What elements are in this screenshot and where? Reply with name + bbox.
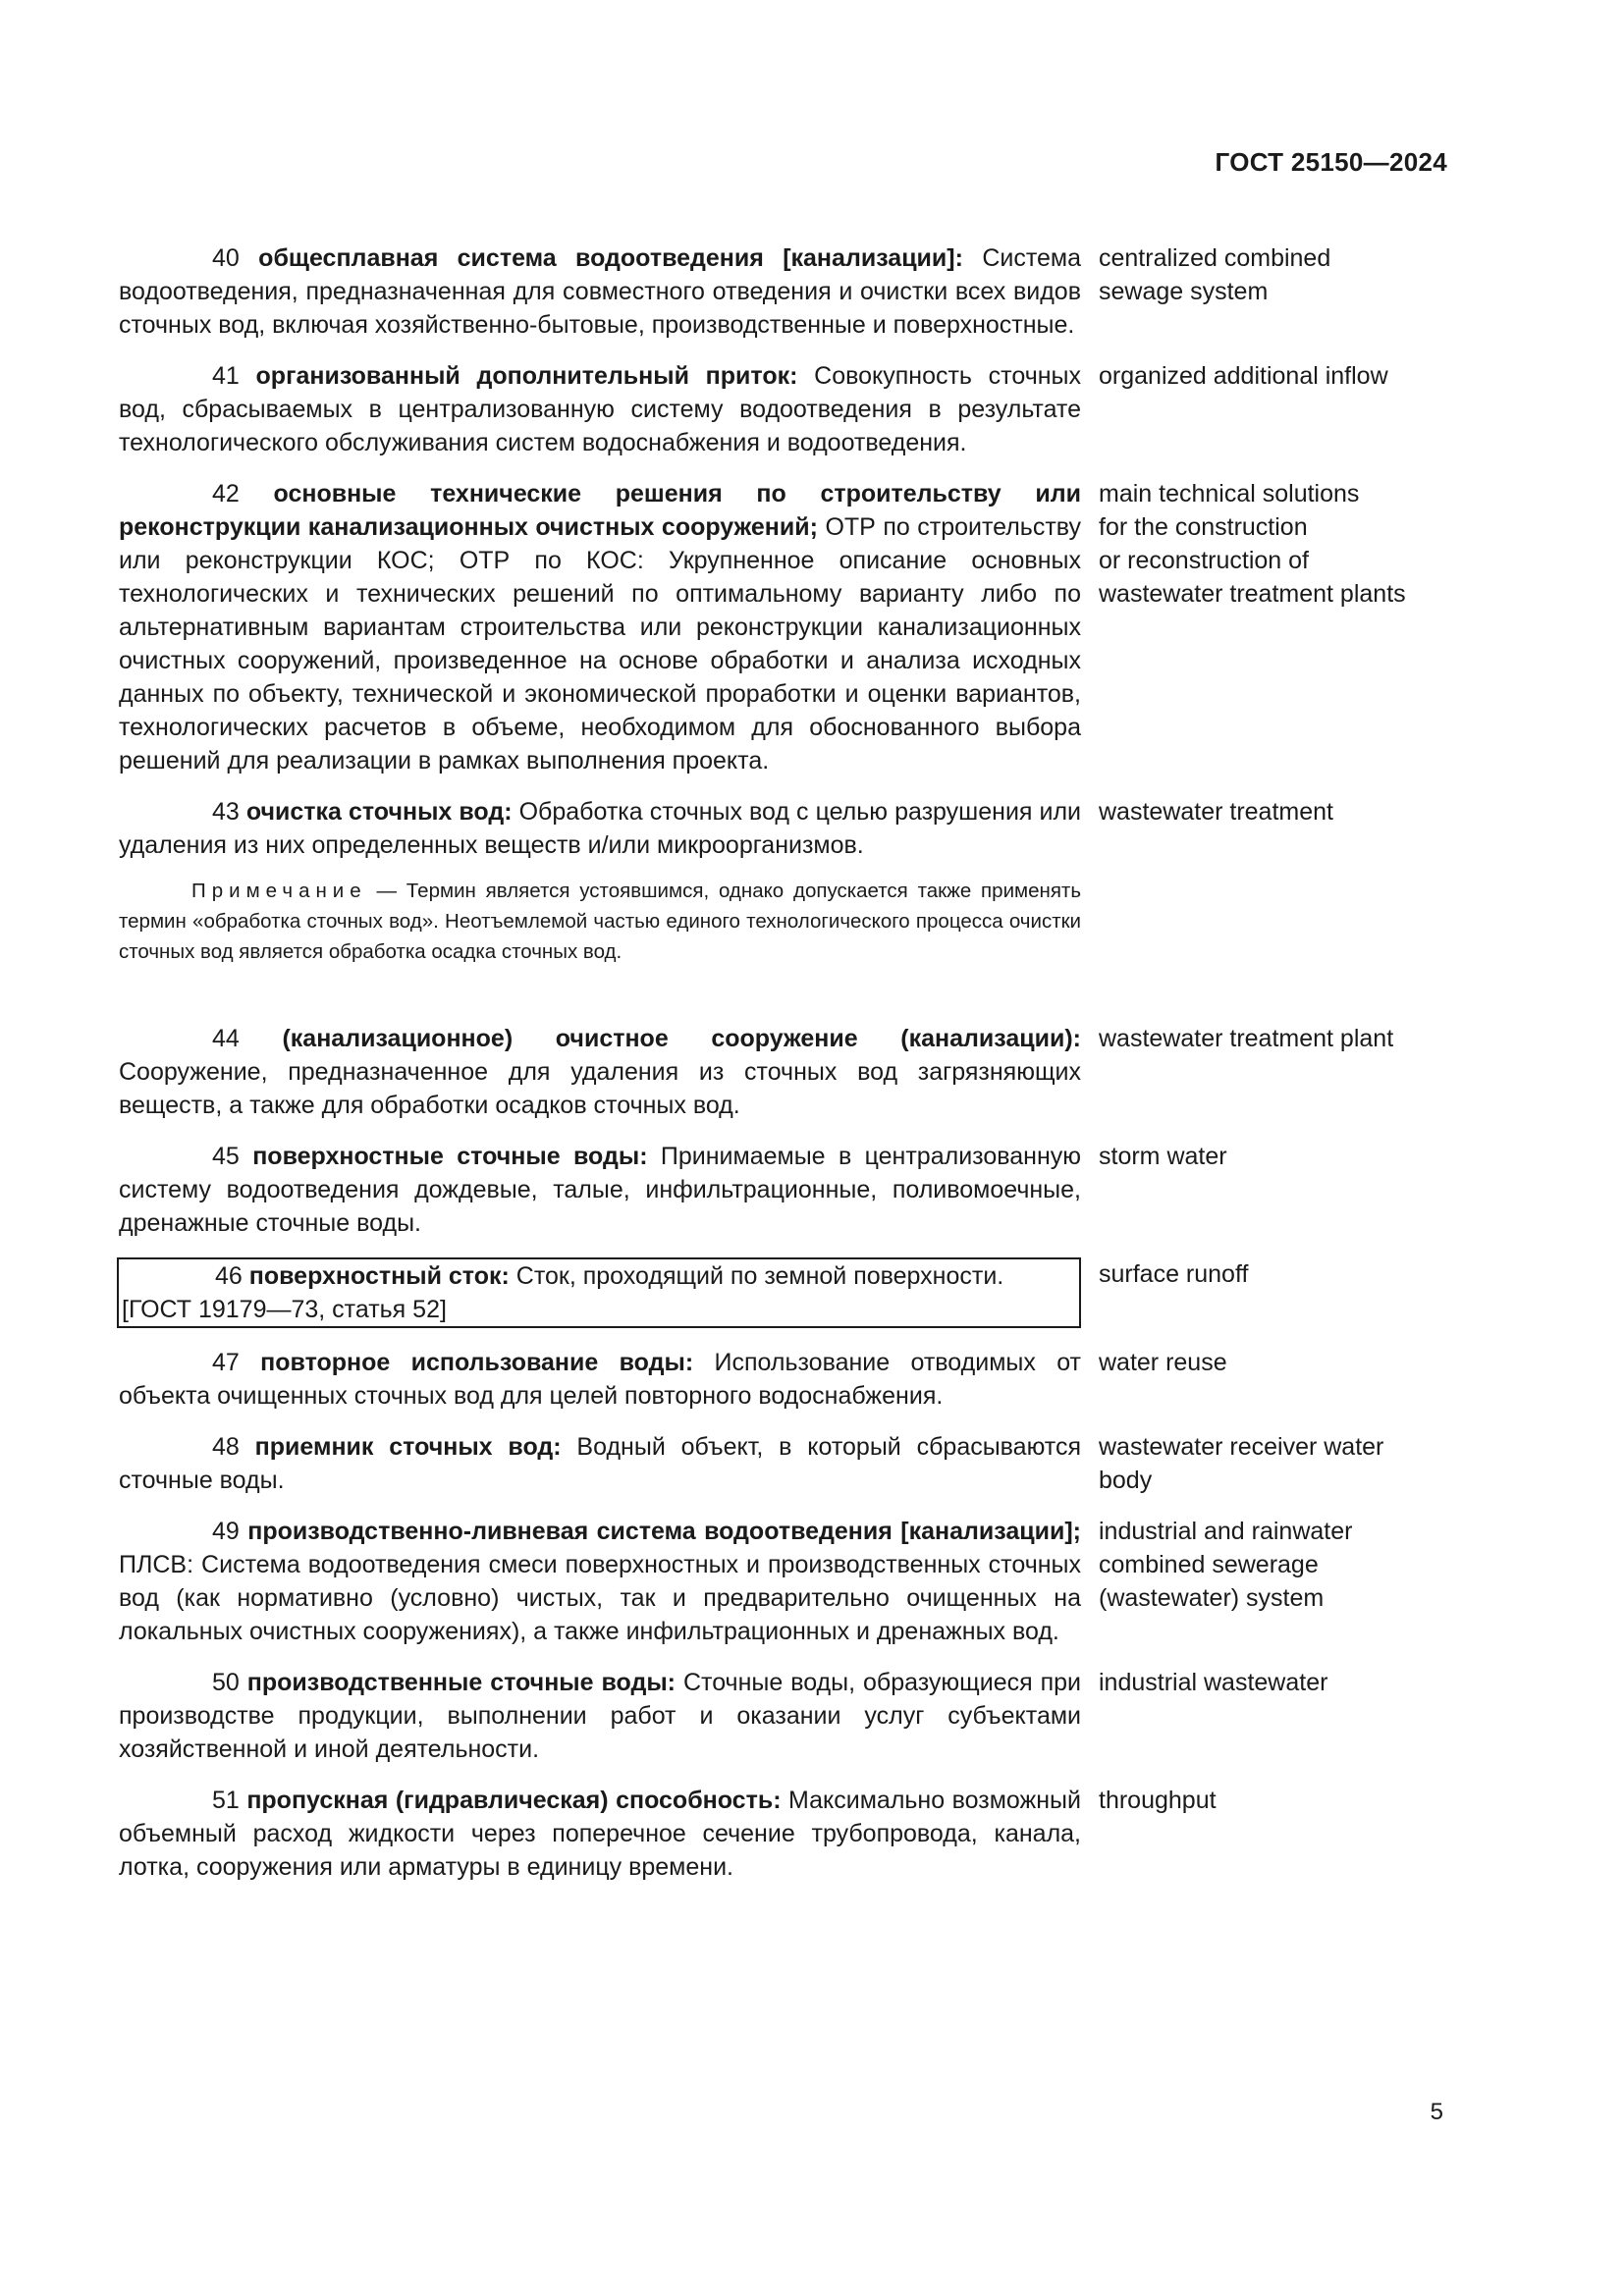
term-source-reference: [ГОСТ 19179—73, статья 52] <box>122 1296 447 1323</box>
term-definition-text: Сток, проходящий по земной поверхности. <box>515 1262 1004 1290</box>
page-number: 5 <box>1430 2099 1443 2125</box>
term-title: поверхностные сточные воды: <box>252 1143 648 1170</box>
term-entry <box>119 359 1454 459</box>
term-number: 42 <box>212 480 240 507</box>
term-entry <box>119 1140 1454 1240</box>
term-definition-ru <box>119 1430 1081 1497</box>
note-label: Примечание <box>191 880 367 902</box>
term-definition-text: Принимаемые в централизованную систему водоотведения дождевые, талые, инфильтрационные, поливомоечные, дренажные сточные воды. <box>119 1143 1082 1237</box>
english-term-line: wastewater treatment plants <box>1099 580 1406 608</box>
term-definition-text: Использование отводимых от объекта очищенных сточных вод для целей повторного водоснабжения. <box>119 1349 1081 1410</box>
term-definition-ru <box>119 1022 1081 1122</box>
english-term-line: (wastewater) system <box>1099 1584 1325 1612</box>
term-number: 40 <box>212 244 240 272</box>
english-term-line: sewage system <box>1099 278 1269 305</box>
term-title: (канализационное) очистное сооружение (канализации): <box>282 1025 1082 1052</box>
term-definition-ru <box>119 1140 1081 1240</box>
term-entry <box>119 1257 1454 1328</box>
term-definition-ru <box>117 1257 1081 1328</box>
term-definition-text: Система водоотведения, предназначенная для совместного отведения и очистки всех видов сточных вод, включая хозяйственно-бытовые, производственные и поверхностные. <box>119 244 1081 339</box>
term-entry <box>119 1666 1454 1766</box>
english-term-line: water reuse <box>1099 1349 1227 1376</box>
term-entry <box>119 1022 1454 1122</box>
english-term-line: centralized combined <box>1099 244 1331 272</box>
english-term-line: throughput <box>1099 1787 1217 1814</box>
term-title: поверхностный сток: <box>248 1262 510 1290</box>
english-term-line: industrial and rainwater <box>1099 1518 1353 1545</box>
english-term-line: wastewater treatment <box>1099 798 1333 826</box>
english-term-line: surface runoff <box>1099 1260 1249 1288</box>
term-english-equivalent <box>1099 795 1452 828</box>
term-english-equivalent <box>1099 1784 1452 1817</box>
english-term-line: organized additional inflow <box>1099 362 1388 390</box>
term-definition-ru <box>119 241 1081 342</box>
term-definition-text: Сооружение, предназначенное для удаления из сточных вод загрязняющих веществ, а также для обработки осадков сточных вод. <box>119 1058 1081 1119</box>
term-entry <box>119 477 1454 777</box>
term-english-equivalent <box>1099 1140 1452 1173</box>
english-term-line: combined sewerage <box>1099 1551 1319 1578</box>
term-english-equivalent <box>1099 241 1452 308</box>
term-english-equivalent <box>1099 359 1452 393</box>
term-english-equivalent <box>1099 1666 1452 1699</box>
term-number: 44 <box>212 1025 240 1052</box>
english-term-line: wastewater receiver water <box>1099 1433 1384 1461</box>
term-number: 49 <box>212 1518 240 1545</box>
english-term-line: storm water <box>1099 1143 1227 1170</box>
term-entry <box>119 1784 1454 1884</box>
term-english-equivalent <box>1099 1430 1452 1497</box>
term-definition-text: ОТР по строительству или реконструкции КОС; ОТР по КОС: Укрупненное описание основных технологических и технических решений по оптимальному варианту либо по альтернативным вариантам строительства или реконструкции канализационных очистных сооружений, произведенное на основе обработки и анализа исходных данных по объекту, технической и экономической проработки и оценки вариантов, технологических расчетов в объеме, необходимом для обоснованного выбора решений для реализации в рамках выполнения проекта. <box>119 513 1082 774</box>
english-term-line: industrial wastewater <box>1099 1669 1328 1696</box>
term-english-equivalent <box>1099 1515 1452 1615</box>
terms-list <box>119 241 1454 1901</box>
term-definition-text: ПЛСВ: Система водоотведения смеси поверхностных и производственных сточных вод (как нормативно (условно) чистых, так и предварительно очищенных на локальных очистных сооружениях), а также инфильтрационных и дренажных вод. <box>119 1551 1081 1645</box>
english-term-line: for the construction <box>1099 513 1308 541</box>
english-term-line: wastewater treatment plant <box>1099 1025 1394 1052</box>
term-definition-ru <box>119 1666 1081 1766</box>
term-title: очистка сточных вод: <box>245 798 513 826</box>
term-number: 50 <box>212 1669 240 1696</box>
term-title: пропускная (гидравлическая) способность: <box>246 1787 782 1814</box>
term-entry <box>119 795 1454 862</box>
term-definition-text: Водный объект, в который сбрасываются сточные воды. <box>119 1433 1081 1494</box>
term-english-equivalent <box>1099 1257 1452 1291</box>
term-title: основные технические решения по строительству или реконструкции канализационных очистных сооружений; <box>119 480 1081 541</box>
term-number: 43 <box>212 798 240 826</box>
term-definition-text: Обработка сточных вод с целью разрушения или удаления из них определенных веществ и/или микроорганизмов. <box>119 798 1082 859</box>
term-definition-ru <box>119 477 1081 777</box>
term-entry <box>119 1430 1454 1497</box>
term-title: производственные сточные воды: <box>246 1669 677 1696</box>
term-definition-ru <box>119 1515 1081 1648</box>
term-definition-ru <box>119 1784 1081 1884</box>
term-title: общесплавная система водоотведения [канализации]: <box>258 244 963 272</box>
term-english-equivalent <box>1099 477 1452 611</box>
term-number: 48 <box>212 1433 240 1461</box>
term-definition-ru <box>119 1346 1081 1413</box>
term-note <box>119 876 1081 967</box>
term-entry <box>119 1515 1454 1648</box>
term-definition-text: Сточные воды, образующиеся при производстве продукции, выполнении работ и оказании услуг субъектами хозяйственной и иной деятельности. <box>119 1669 1081 1763</box>
term-number: 45 <box>212 1143 240 1170</box>
term-definition-text: Совокупность сточных вод, сбрасываемых в централизованную систему водоотведения в результате технологического обслуживания систем водоснабжения и водоотведения. <box>119 362 1081 456</box>
term-english-equivalent <box>1099 1022 1452 1055</box>
term-entry <box>119 1346 1454 1413</box>
term-english-equivalent <box>1099 1346 1452 1379</box>
term-definition-text: Максимально возможный объемный расход жидкости через поперечное сечение трубопровода, канала, лотка, сооружения или арматуры в единицу времени. <box>119 1787 1081 1881</box>
term-title: повторное использование воды: <box>260 1349 694 1376</box>
term-title: производственно-ливневая система водоотведения [канализации]; <box>247 1518 1081 1545</box>
term-number: 51 <box>212 1787 240 1814</box>
term-definition-ru <box>119 359 1081 459</box>
term-entry <box>119 241 1454 342</box>
english-term-line: or reconstruction of <box>1099 547 1309 574</box>
term-title: приемник сточных вод: <box>254 1433 562 1461</box>
term-definition-ru <box>119 795 1081 862</box>
term-number: 41 <box>212 362 240 390</box>
term-number: 46 <box>215 1262 243 1290</box>
term-number: 47 <box>212 1349 240 1376</box>
document-code: ГОСТ 25150—2024 <box>1215 147 1447 177</box>
term-title: организованный дополнительный приток: <box>255 362 798 390</box>
note-text: — Термин является устоявшимся, однако допускается также применять термин «обработка сточных вод». Неотъемлемой частью единого технологического процесса очистки сточных вод является обработка осадка сточных вод. <box>119 880 1082 963</box>
english-term-line: body <box>1099 1467 1153 1494</box>
english-term-line: main technical solutions <box>1099 480 1360 507</box>
